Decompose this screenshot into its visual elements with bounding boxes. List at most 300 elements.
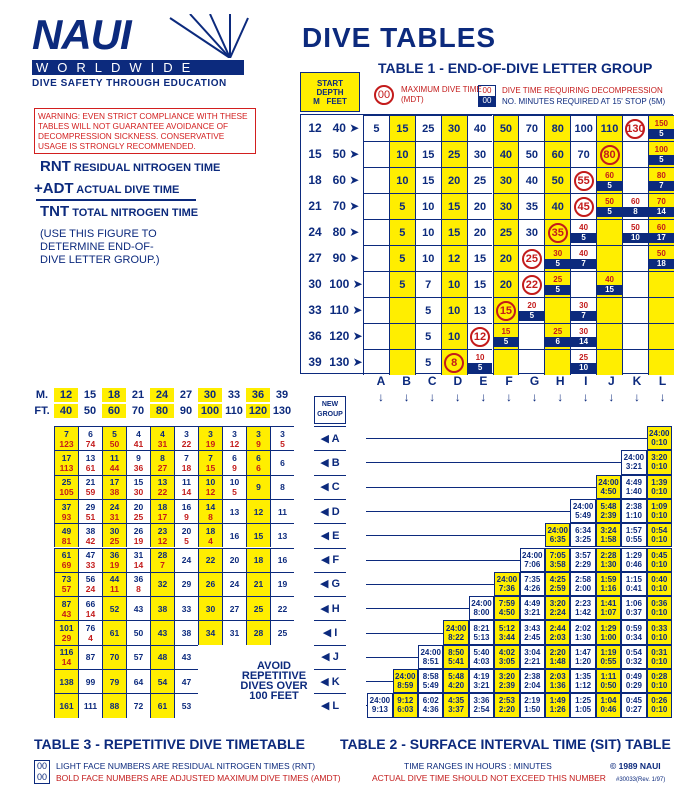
t1-cell: 5: [389, 245, 415, 271]
sit-cell: [647, 645, 672, 669]
group-letter-F: F: [505, 374, 513, 388]
sit-max: 4:49: [625, 477, 642, 487]
t1-cell: [622, 245, 648, 271]
rnt-value: 20: [229, 555, 240, 566]
deco-time: 15: [501, 326, 511, 336]
deco-minutes: 5: [597, 181, 622, 191]
t1-cell: [596, 323, 622, 349]
sit-cell: [545, 620, 570, 644]
copyright: © 1989 NAUI: [610, 761, 661, 771]
rnt-value: 29: [181, 579, 192, 590]
sit-min: 6:35: [549, 535, 566, 545]
sit-cell: [647, 620, 672, 644]
sit-max: 24:00: [522, 550, 543, 560]
t1-cell: 13: [467, 297, 493, 323]
start-depth-header: [300, 72, 360, 112]
t1-cell: [363, 219, 389, 245]
rnt-value: 12: [253, 506, 264, 517]
t3-cell: [150, 499, 174, 523]
t3-cell: [222, 620, 246, 644]
t1-cell: [570, 167, 596, 193]
sit-cell: [596, 475, 621, 499]
sit-min: 0:10: [651, 486, 668, 496]
amdt-value: 14: [181, 487, 192, 498]
sit-cell: [570, 548, 595, 572]
sit-cell: [647, 548, 672, 572]
t1-cell: [570, 219, 596, 245]
rnt-value: 3: [280, 428, 285, 439]
t3-cell: [78, 620, 102, 644]
rnt-value: 28: [253, 628, 264, 639]
sit-cell: [545, 548, 570, 572]
amdt-value: 6: [256, 462, 261, 473]
rnt-value: 6: [256, 452, 261, 463]
t3-cell: [174, 450, 198, 474]
rnt-value: 9: [136, 452, 141, 463]
start-depth-text: START: [316, 78, 344, 88]
t3-cell: [126, 596, 150, 620]
sit-guide-line: [366, 560, 520, 561]
deco-minutes: 6: [545, 337, 570, 347]
rnt-value: 6: [280, 457, 285, 468]
t1-cell: 25: [415, 115, 441, 141]
t3-cell: [150, 693, 174, 717]
t3-cell: [102, 499, 126, 523]
rnt-value: 7: [184, 452, 189, 463]
sit-max: 1:19: [600, 647, 617, 657]
rnt-value: 14: [205, 501, 216, 512]
new-group-label: NEW GROUP: [314, 396, 346, 424]
deco-minutes: 5: [545, 285, 570, 295]
sit-min: 0:10: [651, 462, 668, 472]
sit-max: 24:00: [496, 574, 518, 584]
table3-title: TABLE 3 - REPETITIVE DIVE TIMETABLE: [34, 736, 305, 752]
sit-cell: [647, 426, 672, 450]
deco-minutes: 5: [494, 337, 519, 347]
sit-min: 5:13: [473, 632, 490, 642]
amdt-value: 12: [229, 438, 240, 449]
sit-cell: [570, 645, 595, 669]
sit-max: 8:21: [473, 623, 490, 633]
amdt-value: 123: [59, 438, 74, 449]
rnt-value: 37: [61, 501, 72, 512]
deco-time: 60: [656, 222, 666, 232]
rnt-value: 22: [277, 603, 288, 614]
group-letter-E: E: [479, 374, 488, 388]
amdt-value: 14: [61, 657, 72, 668]
mdt-value: 55: [574, 171, 594, 191]
rnt-value: 61: [61, 550, 72, 561]
sit-min: 0:10: [651, 681, 668, 691]
amdt-value: 17: [157, 511, 168, 522]
sit-min: 0:10: [651, 535, 668, 545]
t3-cell: [246, 548, 270, 572]
rnt-value: 111: [83, 700, 98, 711]
t1-cell: [622, 219, 648, 245]
t3-cell: [270, 450, 294, 474]
sit-max: 1:39: [651, 477, 668, 487]
t1-cell: 5: [415, 323, 441, 349]
t3-cell: [102, 450, 126, 474]
amdt-value: 69: [61, 560, 72, 571]
rnt-value: 38: [181, 628, 192, 639]
t1-cell: [570, 323, 596, 349]
t1-cell: 5: [415, 297, 441, 323]
amdt-value: 14: [133, 560, 144, 571]
sit-max: 1:41: [600, 599, 617, 609]
down-arrow-icon: ↓: [582, 390, 589, 404]
sit-max: 24:00: [471, 599, 492, 609]
sit-min: 1:58: [600, 535, 617, 545]
t1-cell: [389, 323, 415, 349]
t3-cell: [54, 572, 78, 596]
rnt-value: 61: [109, 628, 120, 639]
sit-cell: [647, 572, 672, 596]
new-group-G: ◀ G: [314, 572, 346, 596]
sit-max: 24:00: [369, 696, 391, 706]
new-group-E: ◀ E: [314, 523, 346, 547]
sit-max: 0:28: [651, 672, 668, 682]
t1-cell: 7: [415, 271, 441, 297]
sit-min: 9:13: [371, 705, 388, 715]
t1-cell: [596, 167, 622, 193]
new-group-K: ◀ K: [314, 669, 346, 693]
amdt-value: 25: [133, 511, 144, 522]
sit-min: 2:45: [524, 632, 541, 642]
new-group-I: ◀ I: [314, 620, 346, 644]
amdt-value: 51: [85, 511, 96, 522]
t3-cell: [222, 499, 246, 523]
amdt-value: 74: [85, 438, 96, 449]
depth-m: 27: [308, 251, 322, 265]
t3-ft-label: FT.: [34, 405, 50, 417]
sit-min: 4:26: [524, 583, 541, 593]
sit-min: 3:05: [498, 656, 515, 666]
sit-cell: [545, 645, 570, 669]
sit-max: 2:58: [575, 574, 592, 584]
t1-cell: [622, 141, 648, 167]
amdt-value: 61: [85, 462, 96, 473]
depth-m: 18: [308, 173, 322, 187]
t3-cell: [78, 645, 102, 669]
amdt-value: 24: [85, 584, 96, 595]
sit-min: 7:06: [524, 559, 541, 569]
t1-cell: 15: [467, 245, 493, 271]
sit-cell: [570, 620, 595, 644]
sit-max: 2:02: [575, 623, 592, 633]
t3-cell: [126, 548, 150, 572]
t1-cell: [648, 323, 674, 349]
amdt-value: 42: [85, 535, 96, 546]
t1-cell: 5: [389, 271, 415, 297]
sit-max: 9:12: [397, 696, 414, 706]
t3-cell: [150, 596, 174, 620]
deco-minutes: 14: [649, 207, 674, 217]
deco-minutes: 5: [649, 155, 674, 165]
sit-min: 4:50: [600, 486, 617, 496]
sit-cell: [520, 693, 545, 717]
sit-guide-line: [366, 657, 418, 658]
depth-m: 33: [308, 303, 322, 317]
t1-cell: 60: [544, 141, 570, 167]
deco-time: 40: [579, 222, 589, 232]
deco-time: 25: [553, 326, 563, 336]
sit-min: 0:10: [651, 632, 668, 642]
t3-cell: [174, 645, 198, 669]
t3-cell: [222, 596, 246, 620]
t1-cell: 15: [441, 219, 467, 245]
sit-cell: [494, 620, 519, 644]
footer-light: LIGHT FACE NUMBERS ARE RESIDUAL NITROGEN TIMES (RNT): [56, 761, 316, 771]
group-letter-L: L: [658, 374, 667, 388]
sit-guide-line: [366, 511, 570, 512]
t3-cell: [150, 426, 174, 450]
amdt-value: 57: [61, 584, 72, 595]
sit-min: 2:29: [575, 559, 592, 569]
t1-cell: [622, 271, 648, 297]
sit-cell: [494, 693, 519, 717]
rnt-value: 25: [253, 603, 264, 614]
t1-cell: 5: [389, 219, 415, 245]
sit-cell: [494, 596, 519, 620]
sit-cell: [469, 693, 494, 717]
table3: [30, 372, 370, 732]
deco-time: 30: [553, 248, 563, 258]
sit-max: 5:48: [600, 502, 617, 512]
amdt-value: 38: [109, 487, 120, 498]
sit-cell: [545, 523, 570, 547]
amdt-value: 5: [280, 438, 285, 449]
sit-min: 1:05: [575, 705, 592, 715]
t3-cell: [270, 620, 294, 644]
t1-cell: 40: [544, 193, 570, 219]
t1-cell: 50: [544, 167, 570, 193]
rnt-value: 73: [61, 574, 72, 585]
depth-m: 12: [308, 121, 322, 135]
t1-cell: [544, 323, 570, 349]
sit-min: 1:16: [600, 583, 617, 593]
depth-ft: 90 ➤: [332, 251, 360, 265]
t1-cell: [622, 193, 648, 219]
sit-max: 3:20: [651, 453, 668, 463]
mdt-value: 25: [522, 249, 542, 269]
sit-min: 5:49: [422, 681, 439, 691]
sit-max: 1:11: [600, 672, 617, 682]
t1-cell: 15: [389, 115, 415, 141]
t1-cell: [596, 245, 622, 271]
t3-cell: [126, 475, 150, 499]
deco-time: 50: [630, 222, 640, 232]
sit-cell: [621, 572, 646, 596]
sit-cell: [596, 523, 621, 547]
t1-cell: [622, 297, 648, 323]
t3-cell: [270, 596, 294, 620]
t3-cell: [150, 523, 174, 547]
sit-min: 0:55: [600, 656, 617, 666]
sit-min: 0:10: [651, 656, 668, 666]
t1-cell: [648, 167, 674, 193]
deco-minutes: 5: [597, 207, 622, 217]
t3-cell: [150, 475, 174, 499]
sit-min: 5:49: [575, 511, 592, 521]
depth-m: 15: [308, 147, 322, 161]
t1-cell: 40: [493, 141, 519, 167]
t1-cell: 10: [441, 323, 467, 349]
t1-cell: 80: [544, 115, 570, 141]
rnt-value: 19: [277, 579, 288, 590]
sit-guide-line: [366, 608, 469, 609]
rnt-value: 47: [85, 550, 96, 561]
t1-cell: [648, 245, 674, 271]
rnt-value: 70: [109, 652, 120, 663]
down-arrow-icon: ↓: [634, 390, 640, 404]
t3-cell: [270, 572, 294, 596]
rnt-value: 16: [181, 501, 192, 512]
mdt-value: 45: [574, 197, 594, 217]
rnt-value: 17: [109, 477, 120, 488]
rnt-value: 25: [277, 628, 288, 639]
sit-max: 1:47: [575, 647, 592, 657]
sit-cell: [621, 669, 646, 693]
rnt-value: 64: [133, 676, 144, 687]
sit-max: 0:45: [625, 696, 642, 706]
sit-max: 24:00: [445, 623, 467, 633]
amdt-value: 9: [184, 511, 189, 522]
t1-cell: 12: [441, 245, 467, 271]
t3-depth-m: 27: [179, 389, 193, 401]
t3-depth-ft: 70: [131, 405, 145, 417]
sit-max: 4:35: [448, 696, 465, 706]
t3-cell: [78, 693, 102, 717]
sit-max: 0:31: [651, 647, 668, 657]
t1-cell: [596, 271, 622, 297]
sit-min: 1:50: [524, 705, 541, 715]
rnt-value: 76: [85, 623, 96, 634]
t3-depth-m: 33: [227, 389, 241, 401]
sit-cell: [596, 620, 621, 644]
rnt-value: 25: [61, 477, 72, 488]
t1-cell: 15: [415, 141, 441, 167]
t3-cell: [54, 596, 78, 620]
t1-cell: [622, 115, 648, 141]
amdt-value: 29: [61, 633, 72, 644]
deco-time: 25: [579, 352, 589, 362]
sit-min: 2:00: [575, 583, 592, 593]
sit-cell: [418, 693, 443, 717]
deco-minutes: 15: [597, 285, 622, 295]
rnt-value: 36: [133, 574, 144, 585]
t1-cell: 50: [493, 115, 519, 141]
t1-cell: [570, 297, 596, 323]
t1-cell: 20: [493, 245, 519, 271]
page-title: DIVE TABLES: [302, 22, 497, 53]
sit-max: 0:36: [651, 599, 668, 609]
sit-cell: [621, 645, 646, 669]
sit-cell: [520, 596, 545, 620]
legend-tnt: TNT TOTAL NITROGEN TIME: [40, 203, 199, 220]
t3-cell: [102, 669, 126, 693]
deco-time: 70: [656, 196, 666, 206]
amdt-value: 50: [109, 438, 120, 449]
t3-cell: [222, 426, 246, 450]
t3-cell: [78, 499, 102, 523]
sit-min: 1:42: [575, 608, 592, 618]
t3-cell: [54, 523, 78, 547]
rnt-value: 44: [109, 574, 120, 585]
t3-depth-m: 18: [102, 388, 126, 402]
depth-ft: 70 ➤: [332, 199, 360, 213]
sit-guide-line: [366, 681, 393, 682]
sit-max: 4:02: [498, 647, 515, 657]
deco-minutes: 5: [545, 259, 570, 269]
amdt-value: 36: [133, 462, 144, 473]
group-letter-C: C: [427, 374, 437, 388]
rnt-value: 87: [85, 652, 96, 663]
rnt-value: 30: [205, 603, 216, 614]
t1-cell: 10: [441, 271, 467, 297]
mdt-value: 8: [444, 353, 464, 373]
amdt-value: 12: [205, 487, 216, 498]
sit-min: 0:10: [651, 438, 668, 448]
rnt-value: 18: [157, 501, 168, 512]
t1-cell: [363, 193, 389, 219]
t1-cell: [518, 323, 544, 349]
depth-m: 30: [308, 277, 322, 291]
down-arrow-icon: ↓: [454, 390, 461, 404]
rnt-value: 16: [277, 555, 288, 566]
sit-min: 0:29: [625, 681, 642, 691]
sit-max: 8:58: [422, 672, 439, 682]
t3-cell: [246, 475, 270, 499]
t1-cell: 35: [518, 193, 544, 219]
divider: [36, 199, 196, 201]
depth-m: 36: [308, 329, 322, 343]
t3-cell: [246, 620, 270, 644]
sit-cell: [621, 596, 646, 620]
sit-cell: [520, 645, 545, 669]
t3-depth-ft: 100: [198, 404, 222, 418]
t3-cell: [78, 548, 102, 572]
sit-cell: [621, 523, 646, 547]
t1-cell: [544, 297, 570, 323]
t1-cell: [570, 245, 596, 271]
depth-m: 21: [308, 199, 322, 213]
sit-min: 2:03: [549, 632, 566, 642]
sit-cell: [443, 645, 468, 669]
depth-ft: 50 ➤: [332, 147, 360, 161]
t3-cell: [246, 499, 270, 523]
rnt-value: 49: [61, 525, 72, 536]
legend-rnt: RNT RESIDUAL NITROGEN TIME: [40, 158, 221, 175]
sit-cell: [418, 669, 443, 693]
rnt-value: 31: [229, 628, 240, 639]
t3-cell: [198, 596, 222, 620]
sit-min: 2:54: [473, 705, 490, 715]
t3-cell: [54, 499, 78, 523]
t3-cell: [222, 475, 246, 499]
rnt-value: 31: [133, 550, 144, 561]
sit-max: 5:40: [473, 647, 490, 657]
amdt-value: 22: [181, 438, 192, 449]
t3-cell: [126, 572, 150, 596]
amdt-value: 18: [181, 462, 192, 473]
sit-cell: [545, 596, 570, 620]
t3-cell: [174, 620, 198, 644]
t3-cell: [54, 645, 78, 669]
rnt-value: 61: [157, 700, 168, 711]
t1-cell: [363, 245, 389, 271]
sit-max: 0:54: [625, 647, 642, 657]
